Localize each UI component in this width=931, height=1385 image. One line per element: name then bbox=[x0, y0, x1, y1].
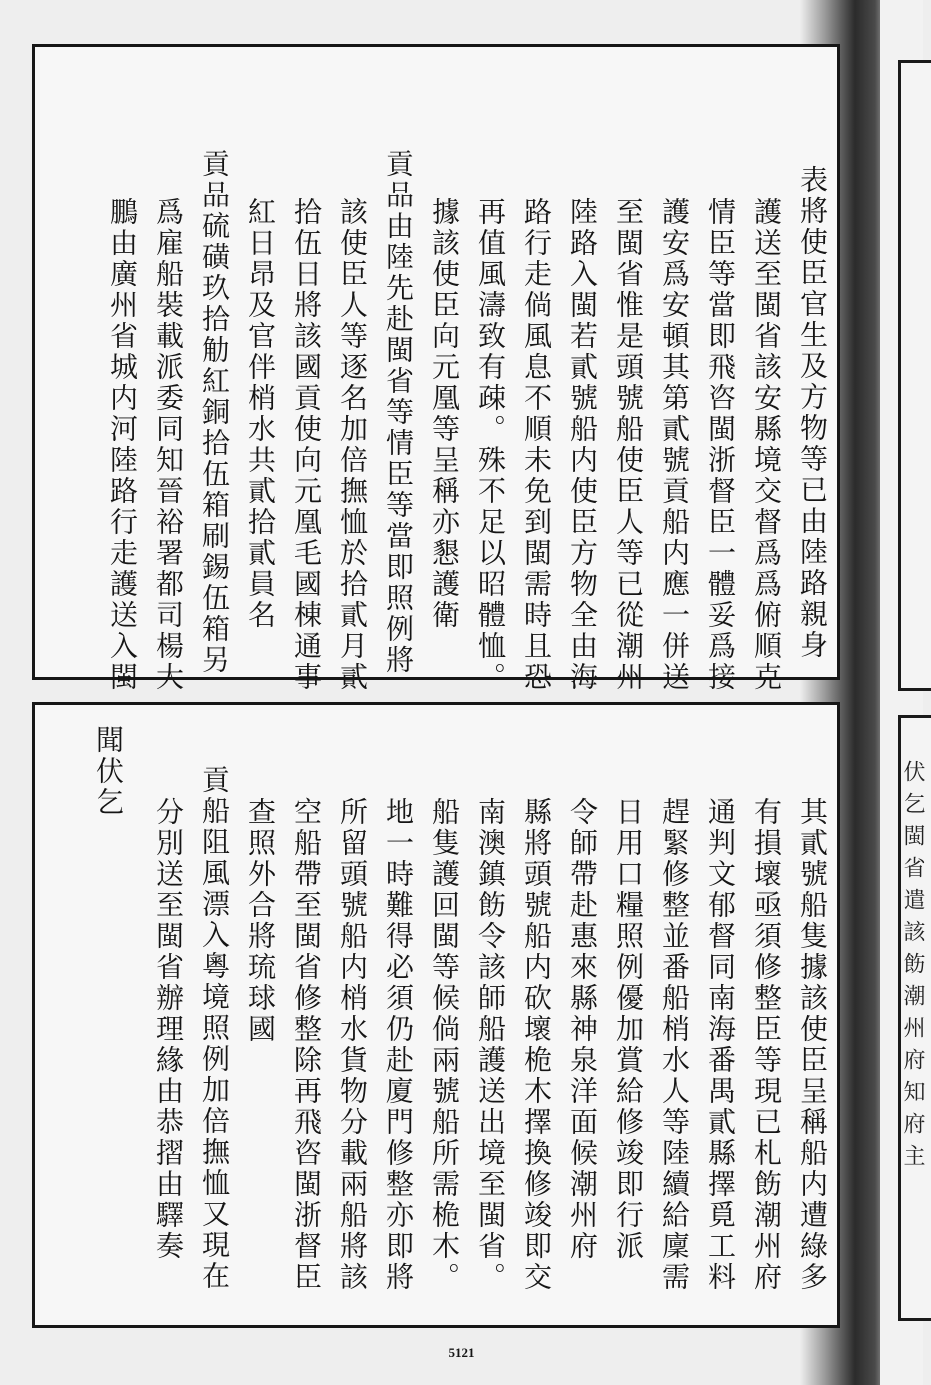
text-column: 有損壞亟須修整臣等現已札飭潮州府 bbox=[750, 797, 783, 1293]
manuscript-panel-bottom bbox=[32, 702, 840, 1328]
text-column: 貢品硫磺玖拾觔紅銅拾伍箱刷錫伍箱另 bbox=[198, 149, 231, 676]
text-column: 據該使臣向元凰等呈稱亦懇護衛 bbox=[428, 197, 461, 631]
text-column: 紅日昂及官伴梢水共貳拾貳員名 bbox=[244, 197, 277, 631]
text-column: 南澳鎮飭令該師船護送出境至閩省。 bbox=[474, 797, 507, 1293]
text-column: 護送至閩省該安縣境交督爲爲俯順克 bbox=[750, 197, 783, 693]
text-column: 爲雇船裝載派委同知晉裕署都司楊大 bbox=[152, 197, 185, 693]
text-column: 貢船阻風漂入粵境照例加倍撫恤又現在 bbox=[198, 765, 231, 1292]
text-column: 查照外合將琉球國 bbox=[244, 797, 277, 1045]
text-column: 再值風濤致有疎。殊不足以昭體恤。 bbox=[474, 197, 507, 693]
text-column: 聞伏乞 bbox=[92, 725, 125, 818]
text-column: 陸路入閩若貳號船内使臣方物全由海 bbox=[566, 197, 599, 693]
text-column: 空船帶至閩省修整除再飛咨閩浙督臣 bbox=[290, 797, 323, 1293]
page-number: 5121 bbox=[448, 1345, 475, 1360]
text-column: 地一時難得必須仍赴廈門修整亦即將 bbox=[382, 797, 415, 1293]
text-column: 鵬由廣州省城内河陸路行走護送入閩 bbox=[106, 197, 139, 693]
text-column: 日用口糧照例優加賞給修竣即行派 bbox=[612, 797, 645, 1262]
facing-page-edge-text: 伏乞閩省遣該飭潮州府知府主 bbox=[900, 760, 925, 1176]
text-column: 縣將頭號船内砍壞桅木擇換修竣即交 bbox=[520, 797, 553, 1293]
text-column: 通判文郁督同南海番禺貳縣擇覓工料 bbox=[704, 797, 737, 1293]
text-column: 所留頭號船内梢水貨物分載兩船將該 bbox=[336, 797, 369, 1293]
text-column: 其貳號船隻據該使臣呈稱船内遭綠多 bbox=[796, 797, 829, 1293]
manuscript-panel-top bbox=[32, 44, 840, 693]
text-column: 該使臣人等逐名加倍撫恤於拾貳月貳 bbox=[336, 197, 369, 693]
text-column: 令師帶赴惠來縣神泉洋面候潮州府 bbox=[566, 797, 599, 1262]
text-column: 貢品由陸先赴閩省等情臣等當即照例將 bbox=[382, 149, 415, 676]
facing-page-panel-top bbox=[898, 60, 931, 691]
text-column: 至閩省惟是頭號船使臣人等已從潮州 bbox=[612, 197, 645, 693]
text-column: 情臣等當即飛咨閩浙督臣一體妥爲接 bbox=[704, 197, 737, 693]
text-column: 表將使臣官生及方物等已由陸路親身 bbox=[796, 165, 829, 661]
text-column: 拾伍日將該國貢使向元凰毛國棟通事 bbox=[290, 197, 323, 693]
text-column: 護安爲安頓其第貳號貢船内應一併送 bbox=[658, 197, 691, 693]
text-column: 船隻護回閩等候倘兩號船所需桅木。 bbox=[428, 797, 461, 1293]
text-column: 分別送至閩省辦理緣由恭摺由驛奏 bbox=[152, 797, 185, 1262]
text-column: 路行走倘風息不順未免到閩需時且恐 bbox=[520, 197, 553, 693]
text-column: 趕緊修整並番船梢水人等陸續給廩需 bbox=[658, 797, 691, 1293]
